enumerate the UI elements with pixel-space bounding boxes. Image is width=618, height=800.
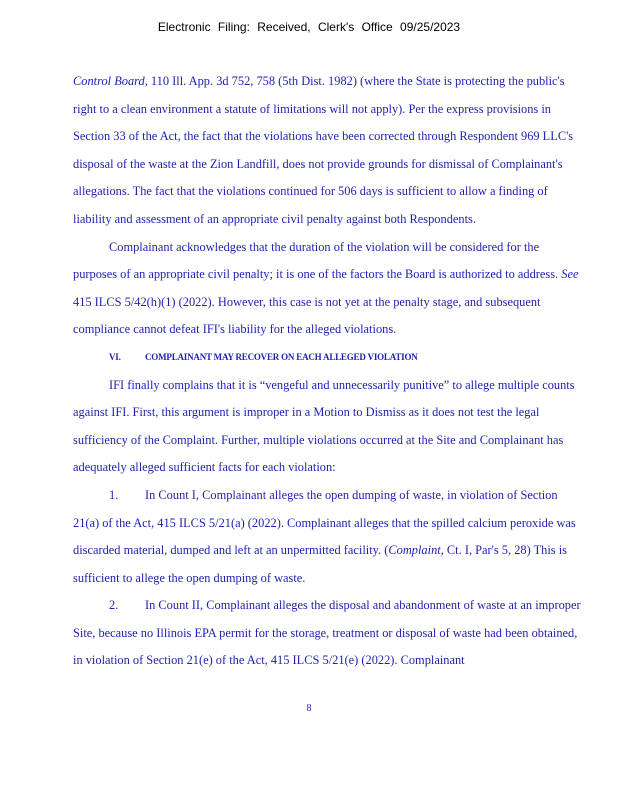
paragraph-penalty-acknowledgement [73,234,583,344]
list-number: 1. [109,487,119,502]
paragraph-count-two [73,592,583,675]
filing-stamp-header: Electronic Filing: Received, Clerk's Office 09/25/2023 [157,20,461,34]
list-number: 2. [109,598,119,613]
section-title: COMPLAINANT MAY RECOVER ON EACH ALLEGED VIOLATION [145,351,418,362]
page-number: 8 [306,703,312,714]
section-number: VI. [109,351,121,362]
paragraph-statute-of-limitations [73,68,583,234]
paragraph-text: , 110 Ill. App. 3d 752, 758 (5th Dist. 1982) (where the State is protecting the public's right to a clean environment a statute of limitations will not apply). Per the express provisions in Section 33 of the Act, the fact that the violations have been corrected through Respondent 969 LLC's disposal of the waste at the Zion Landfill, does not provide grounds for dismissal of Complainant's allegations. The fact that the violations continued for 506 days is sufficient to allow a finding of liability and assessment of an appropriate civil penalty against both Respondents. [73,74,574,226]
paragraph-text: In Count II, Complainant alleges the disposal and abandonment of waste at an improper Site, because no Illinois EPA permit for the storage, treatment or disposal of waste had been obtained, in violation of Section 21(e) of the Act, 415 ILCS 5/21(e) (2022). Complainant [73,598,581,668]
section-heading [73,344,583,372]
paragraph-text: , Ct. I, Par's 5, 28) This is sufficient to allege the open dumping of waste. [73,543,567,585]
complaint-citation: Complaint [388,543,441,558]
paragraph-text: Complainant acknowledges that the duration of the violation will be considered for the purposes of an appropriate civil penalty; it is one of the factors the Board is authorized to address. [73,239,562,282]
paragraph-multiple-counts: IFI finally complains that it is “vengeful and unnecessarily punitive” to allege multiple counts against IFI. First, this argument is improper in a Motion to Dismiss as it does not test the legal sufficiency of the Complaint. Further, multiple violations occurred at the Site and Complainant has adequately alleged sufficient facts for each violation: [73,377,575,475]
paragraph-count-one [73,482,583,592]
paragraph-text: 415 ILCS 5/42(h)(1) (2022). However, this case is not yet at the penalty stage, and subsequent compliance cannot defeat IFI's liability for the alleged violations. [73,294,541,337]
document-body [73,68,583,675]
case-citation: Control Board [73,74,145,88]
signal-see: See [561,267,579,282]
paragraph-text: In Count I, Complainant alleges the open dumping of waste, in violation of Section 21(a) of the Act, 415 ILCS 5/21(a) (2022). Complainant alleges that the spilled calcium peroxide was discarded material, dumped and left at an unpermitted facility. ( [73,487,576,558]
